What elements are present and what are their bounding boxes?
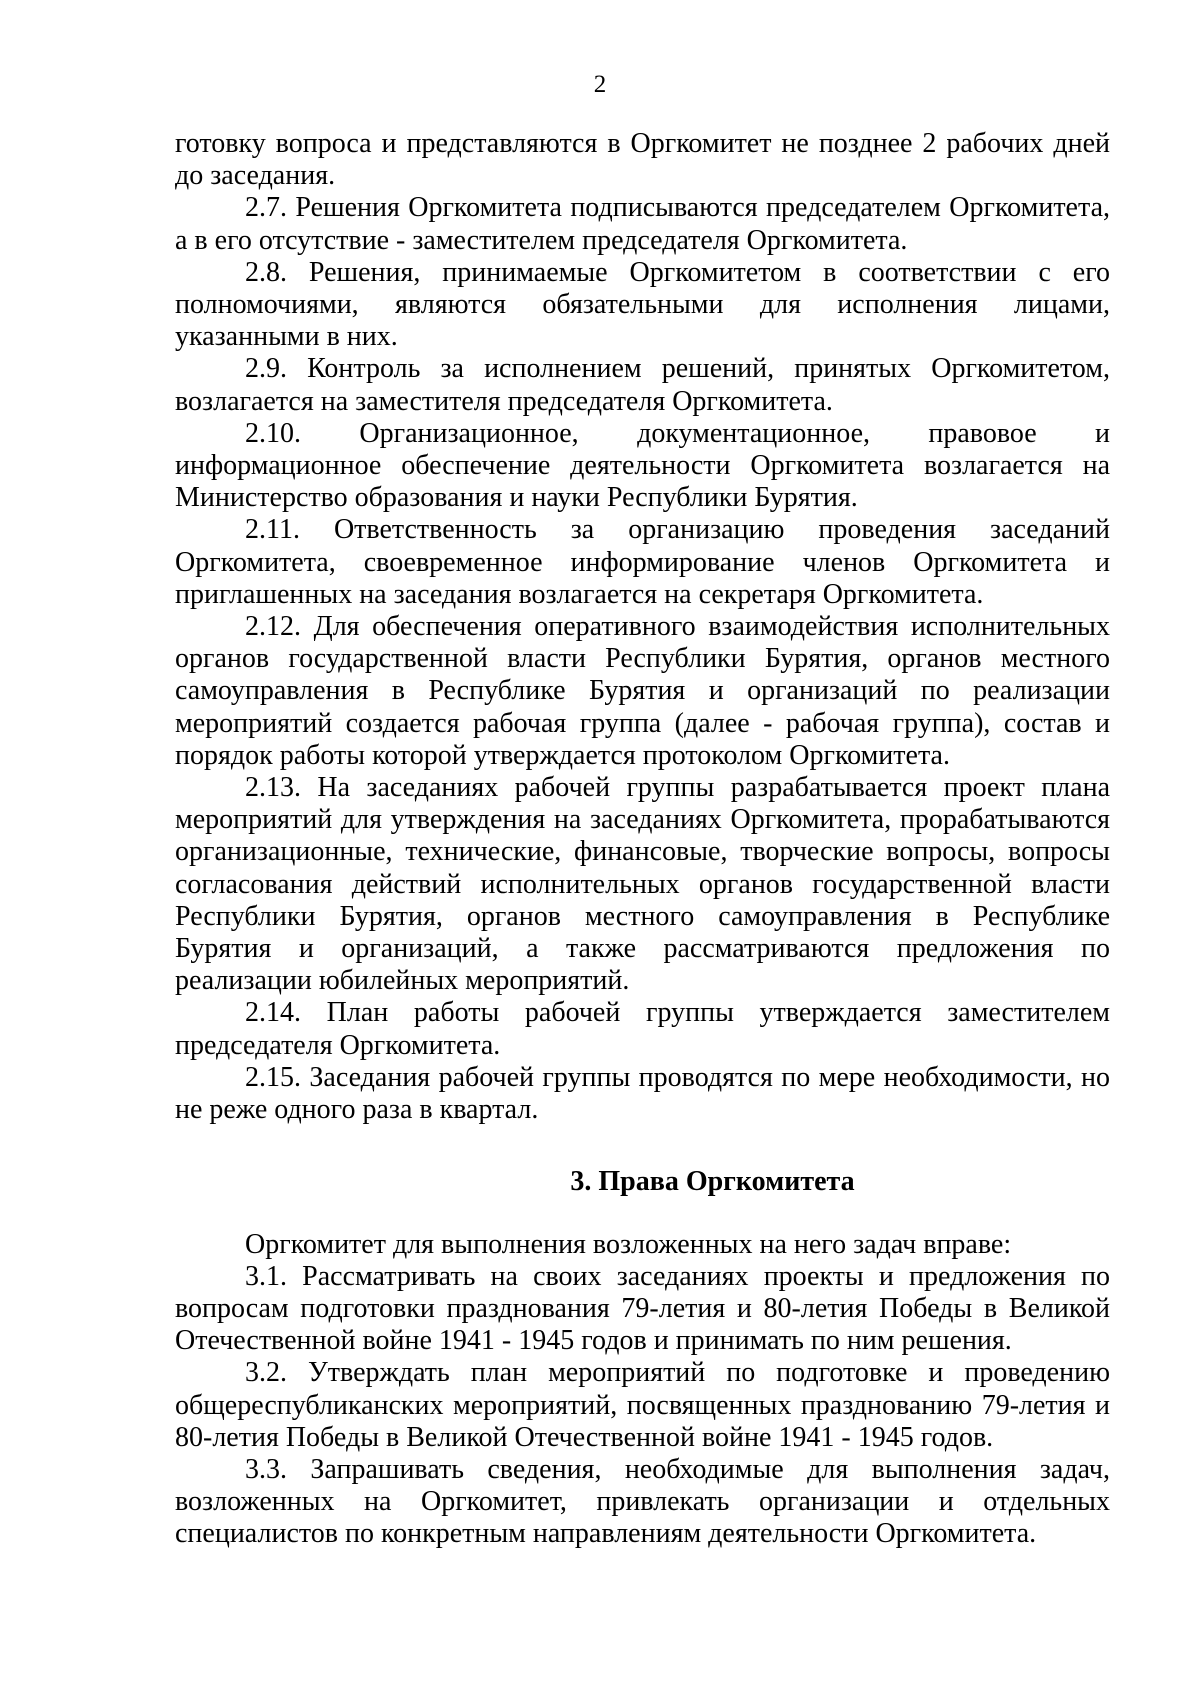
paragraph-3-3: 3.3. Запрашивать сведения, необходимые для выполнения задач, возложенных на Оргкомитет, привлекать организации и отдельных специалистов по конкретным направлениям деятельности Оргкомитета. [175, 1453, 1110, 1550]
paragraph-2-14: 2.14. План работы рабочей группы утверждается заместителем председателя Оргкомитета. [175, 997, 1110, 1061]
paragraph-2-7: 2.7. Решения Оргкомитета подписываются председателем Оргкомитета, а в его отсутствие - заместителем председателя Оргкомитета. [175, 192, 1110, 256]
paragraph-continuation: готовку вопроса и представляются в Оргкомитет не позднее 2 рабочих дней до заседания. [175, 128, 1110, 192]
paragraph-2-8: 2.8. Решения, принимаемые Оргкомитетом в соответствии с его полномочиями, являются обязательными для исполнения лицами, указанными в них. [175, 256, 1110, 353]
paragraph-3-2: 3.2. Утверждать план мероприятий по подготовке и проведению общереспубликанских мероприятий, посвященных празднованию 79-летия и 80-летия Победы в Великой Отечественной войне 1941 - 1945 годов. [175, 1357, 1110, 1453]
section-title: 3. Права Оргкомитета [570, 1166, 855, 1198]
paragraph-3-1: 3.1. Рассматривать на своих заседаниях проекты и предложения по вопросам подготовки празднования 79-летия и 80-летия Победы в Великой Отечественной войне 1941 - 1945 годов и принимать по ним решения. [175, 1260, 1110, 1357]
document-body [175, 128, 1110, 1551]
paragraph-2-12: 2.12. Для обеспечения оперативного взаимодействия исполнительных органов государственной власти Республики Бурятия, органов местного самоуправления в Республике Бурятия и организаций по реализации мероприятий создается рабочая группа (далее - рабочая группа), состав и порядок работы которой утверждается протоколом Оргкомитета. [175, 611, 1110, 771]
paragraph-2-11: 2.11. Ответственность за организацию проведения заседаний Оргкомитета, своевременное информирование членов Оргкомитета и приглашенных на заседания возлагается на секретаря Оргкомитета. [175, 514, 1110, 610]
paragraph-2-9: 2.9. Контроль за исполнением решений, принятых Оргкомитетом, возлагается на заместителя председателя Оргкомитета. [175, 353, 1110, 417]
paragraph-2-13: 2.13. На заседаниях рабочей группы разрабатывается проект плана мероприятий для утверждения на заседаниях Оргкомитета, прорабатываются организационные, технические, финансовые, творческие вопросы, вопросы согласования действий исполнительных органов государственной власти Республики Бурятия, органов местного самоуправления в Республике Бурятия и организаций, а также рассматриваются предложения по реализации юбилейных мероприятий. [175, 772, 1110, 997]
paragraph-intro: Оргкомитет для выполнения возложенных на него задач вправе: [245, 1228, 1012, 1260]
paragraph-2-10: 2.10. Организационное, документационное, правовое и информационное обеспечение деятельности Оргкомитета возлагается на Министерство образования и науки Республики Бурятия. [175, 417, 1110, 514]
paragraph-2-15: 2.15. Заседания рабочей группы проводятся по мере необходимости, но не реже одного раза в квартал. [175, 1061, 1110, 1126]
page-number: 2 [593, 71, 607, 98]
